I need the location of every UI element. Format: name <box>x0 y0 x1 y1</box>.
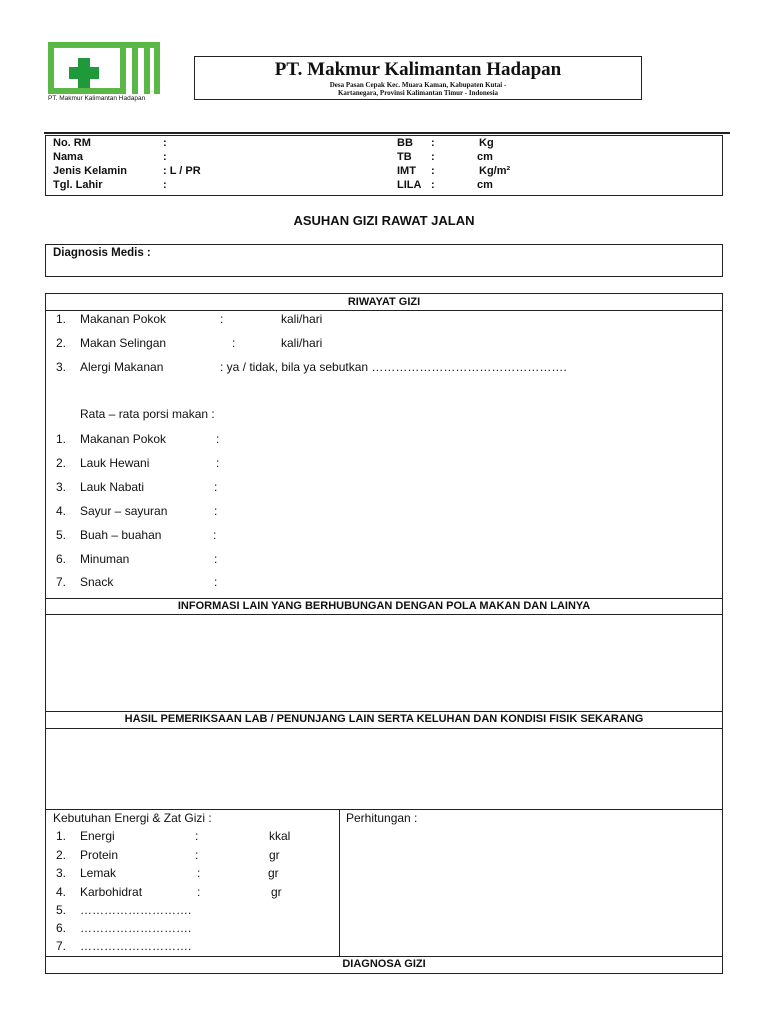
item-number: 2. <box>55 336 66 350</box>
item-number: 7. <box>55 939 66 953</box>
company-header-box <box>194 56 642 100</box>
item-number: 1. <box>55 829 66 843</box>
item-number: 3. <box>55 480 66 494</box>
colon: : <box>163 137 167 149</box>
kebutuhan-lemak: Lemak <box>80 866 117 880</box>
porsi-buah: Buah – buahan <box>80 528 162 542</box>
item-number: 3. <box>55 360 66 374</box>
label-tb: TB <box>397 151 412 163</box>
divider <box>46 809 722 810</box>
porsi-lauk-nabati: Lauk Nabati <box>80 480 145 494</box>
item-number: 3. <box>55 866 66 880</box>
divider <box>46 598 722 599</box>
colon: : <box>213 528 217 542</box>
hasil-lab-area[interactable] <box>46 729 722 809</box>
logo-bar <box>48 42 160 48</box>
colon: : <box>216 456 220 470</box>
colon: : <box>431 151 435 163</box>
unit-imt: Kg/m² <box>479 165 511 177</box>
label-nama: Nama <box>53 151 83 163</box>
colon: : <box>216 432 220 446</box>
colon: : <box>197 866 201 880</box>
item-number: 6. <box>55 552 66 566</box>
logo-bar <box>144 42 150 94</box>
item-alergi-makanan: Alergi Makanan <box>80 360 164 374</box>
colon: : <box>431 137 435 149</box>
column-divider <box>339 809 340 956</box>
colon: : <box>163 179 167 191</box>
porsi-minuman: Minuman <box>80 552 130 566</box>
label-imt: IMT <box>397 165 416 177</box>
unit: gr <box>268 866 279 880</box>
colon: : <box>197 885 201 899</box>
item-number: 5. <box>55 528 66 542</box>
label-bb: BB <box>397 137 413 149</box>
value-jenis-kelamin: : L / PR <box>163 165 201 177</box>
kebutuhan-blank: ………………………. <box>80 939 192 953</box>
header-divider <box>44 132 730 134</box>
unit-bb: Kg <box>479 137 494 149</box>
logo-bar <box>54 88 120 94</box>
kebutuhan-karbohidrat: Karbohidrat <box>80 885 143 899</box>
unit-lila: cm <box>477 179 493 191</box>
item-number: 1. <box>55 312 66 326</box>
label-jenis-kelamin: Jenis Kelamin <box>53 165 127 177</box>
alergi-text: : ya / tidak, bila ya sebutkan …………………………………………. <box>220 360 567 374</box>
item-number: 2. <box>55 848 66 862</box>
colon: : <box>163 151 167 163</box>
unit: kali/hari <box>281 312 323 326</box>
company-address-line1: Desa Pasan Cepak Kec. Muara Kaman, Kabupaten Kutai - <box>329 81 507 89</box>
divider <box>46 956 722 957</box>
label-tgl-lahir: Tgl. Lahir <box>53 179 103 191</box>
diagnosa-gizi-header: DIAGNOSA GIZI <box>342 958 426 970</box>
main-form-box <box>45 293 723 974</box>
logo-bar <box>154 42 160 94</box>
colon: : <box>220 312 224 326</box>
colon: : <box>214 480 218 494</box>
logo-caption: PT. Makmur Kalimantan Hadapan <box>48 95 146 102</box>
porsi-sayur: Sayur – sayuran <box>80 504 168 518</box>
cross-icon <box>69 58 99 88</box>
kebutuhan-blank: ………………………. <box>80 903 192 917</box>
perhitungan-label: Perhitungan : <box>346 811 418 825</box>
logo-bar <box>120 42 126 94</box>
patient-info-box <box>45 135 723 196</box>
label-no-rm: No. RM <box>53 137 91 149</box>
unit: kkal <box>269 829 291 843</box>
porsi-label: Rata – rata porsi makan : <box>80 407 215 421</box>
informasi-lain-area[interactable] <box>46 615 722 711</box>
colon: : <box>232 336 236 350</box>
item-number: 4. <box>55 504 66 518</box>
logo-bar <box>48 42 54 94</box>
colon: : <box>195 848 199 862</box>
kebutuhan-label: Kebutuhan Energi & Zat Gizi : <box>53 811 212 825</box>
hasil-lab-header: HASIL PEMERIKSAAN LAB / PENUNJANG LAIN SERTA KELUHAN DAN KONDISI FISIK SEKARANG <box>124 713 644 725</box>
colon: : <box>214 552 218 566</box>
porsi-makanan-pokok: Makanan Pokok <box>80 432 167 446</box>
kebutuhan-protein: Protein <box>80 848 119 862</box>
item-makan-selingan: Makan Selingan <box>80 336 167 350</box>
unit-tb: cm <box>477 151 493 163</box>
informasi-lain-header: INFORMASI LAIN YANG BERHUBUNGAN DENGAN POLA MAKAN DAN LAINYA <box>177 600 591 612</box>
item-number: 6. <box>55 921 66 935</box>
diagnosis-box[interactable] <box>45 244 723 277</box>
diagnosis-label: Diagnosis Medis : <box>53 247 151 259</box>
item-number: 2. <box>55 456 66 470</box>
porsi-snack: Snack <box>80 575 114 589</box>
colon: : <box>195 829 199 843</box>
kebutuhan-blank: ………………………. <box>80 921 192 935</box>
form-title: ASUHAN GIZI RAWAT JALAN <box>293 213 475 228</box>
colon: : <box>431 179 435 191</box>
unit: gr <box>271 885 282 899</box>
item-makanan-pokok: Makanan Pokok <box>80 312 167 326</box>
colon: : <box>214 575 218 589</box>
company-name: PT. Makmur Kalimantan Hadapan <box>274 59 562 80</box>
unit: kali/hari <box>281 336 323 350</box>
kebutuhan-energi: Energi <box>80 829 115 843</box>
label-lila: LILA <box>397 179 422 191</box>
porsi-lauk-hewani: Lauk Hewani <box>80 456 150 470</box>
riwayat-gizi-header: RIWAYAT GIZI <box>347 296 421 308</box>
item-number: 7. <box>55 575 66 589</box>
logo-bar <box>132 42 138 94</box>
divider <box>46 310 722 311</box>
divider <box>46 711 722 712</box>
unit: gr <box>269 848 280 862</box>
item-number: 1. <box>55 432 66 446</box>
item-number: 5. <box>55 903 66 917</box>
company-address-line2: Kartanegara, Provinsi Kalimantan Timur - Indonesia <box>337 89 499 97</box>
colon: : <box>214 504 218 518</box>
colon: : <box>431 165 435 177</box>
item-number: 4. <box>55 885 66 899</box>
